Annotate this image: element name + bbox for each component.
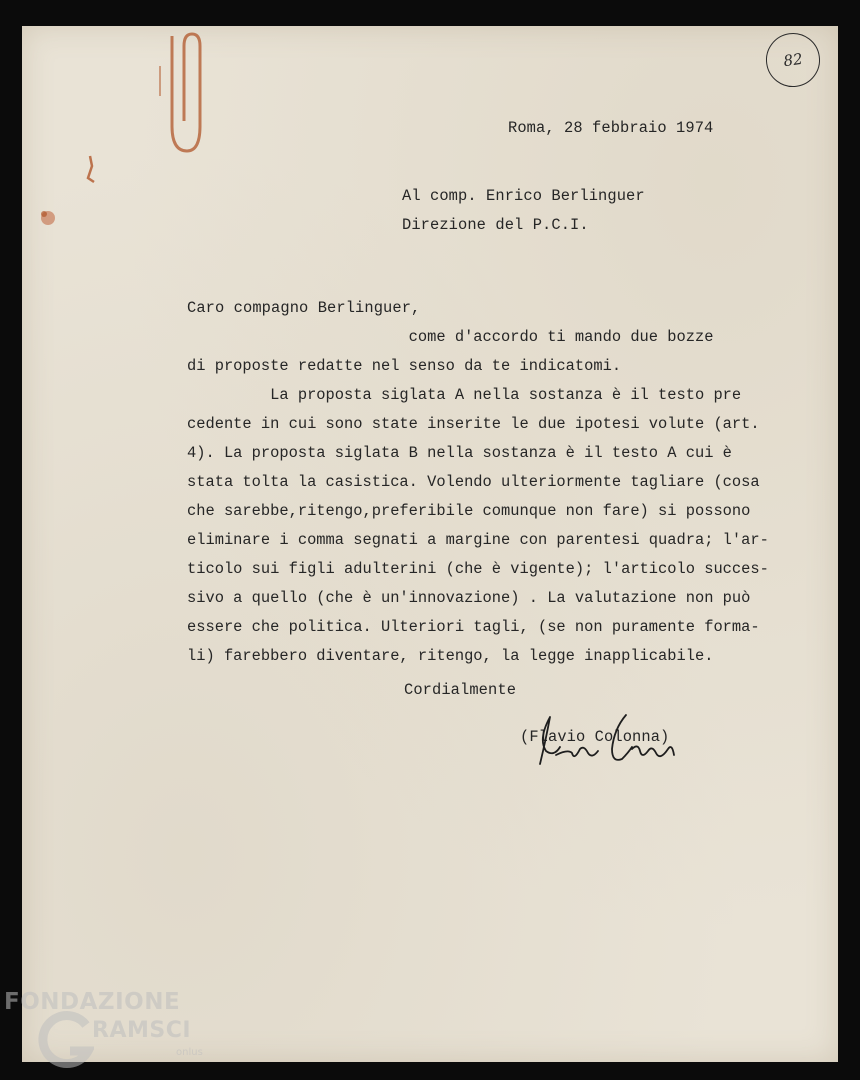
- date-line: Roma, 28 febbraio 1974: [508, 119, 714, 137]
- signatory-name: (Flavio Colonna): [520, 728, 670, 746]
- body-line: ticolo sui figli adulterini (che è vigente); l'articolo succes-: [187, 560, 769, 578]
- letter-body: [187, 323, 769, 671]
- watermark-suffix: onlus: [176, 1047, 203, 1058]
- body-line: eliminare i comma segnati a margine con parentesi quadra; l'ar-: [187, 531, 769, 549]
- body-line: di proposte redatte nel senso da te indicatomi.: [187, 357, 622, 375]
- closing: Cordialmente: [404, 681, 517, 699]
- body-line: che sarebbe,ritengo,preferibile comunque non fare) si possono: [187, 502, 751, 520]
- body-line: sivo a quello (che è un'innovazione) . La valutazione non può: [187, 589, 751, 607]
- body-line: li) farebbero diventare, ritengo, la legge inapplicabile.: [187, 647, 714, 665]
- body-line: come d'accordo ti mando due bozze: [187, 328, 714, 346]
- recipient-line-2: Direzione del P.C.I.: [402, 216, 589, 234]
- body-line: 4). La proposta siglata B nella sostanza è il testo A cui è: [187, 444, 732, 462]
- body-line: stata tolta la casistica. Volendo ulteriormente tagliare (cosa: [187, 473, 760, 491]
- archive-number-circle: 82: [763, 30, 824, 91]
- recipient-line-1: Al comp. Enrico Berlinguer: [402, 187, 645, 205]
- watermark-line-1: FONDAZIONE: [4, 989, 181, 1015]
- body-line: La proposta siglata A nella sostanza è il testo pre: [187, 386, 742, 404]
- gramsci-g-logo-icon: [38, 1011, 94, 1071]
- body-line: essere che politica. Ulteriori tagli, (se non puramente forma-: [187, 618, 760, 636]
- letter-page: [22, 26, 838, 1062]
- body-line: cedente in cui sono state inserite le due ipotesi volute (art.: [187, 415, 760, 433]
- fondazione-gramsci-watermark: [4, 985, 219, 1075]
- rust-spot-icon: [82, 154, 100, 184]
- salutation: Caro compagno Berlinguer,: [187, 299, 421, 317]
- handwritten-signature: [528, 709, 678, 779]
- paperclip-rust-stain: [152, 26, 212, 166]
- watermark-line-2: RAMSCI: [92, 1018, 192, 1043]
- rust-spot-icon: [34, 204, 62, 232]
